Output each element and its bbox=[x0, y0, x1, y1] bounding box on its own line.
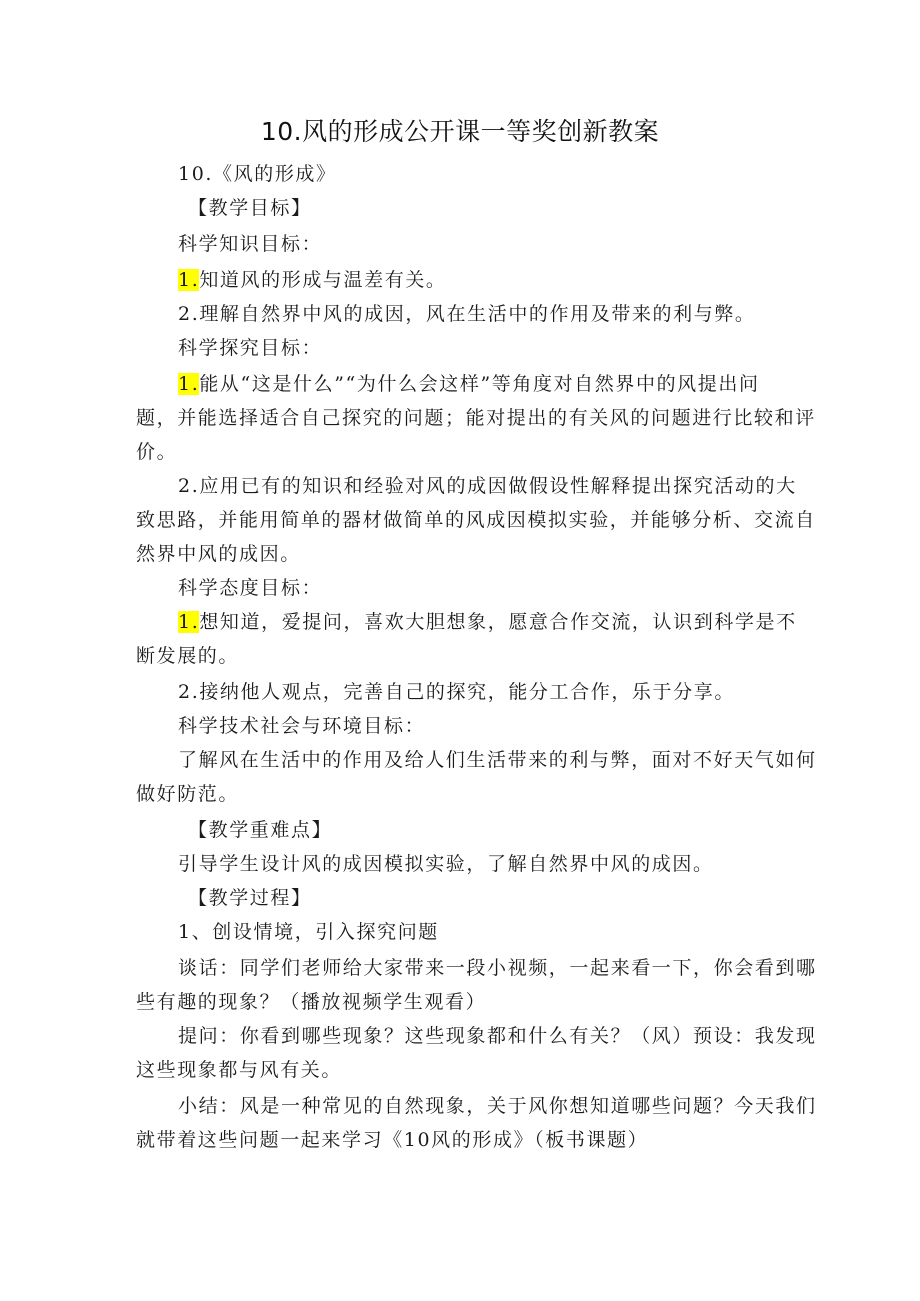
subheading-inquiry-goals: 科学探究目标： bbox=[178, 337, 323, 359]
process-step-1-heading: 1、创设情境，引入探究问题 bbox=[178, 921, 439, 943]
highlighted-number: 1. bbox=[178, 269, 200, 291]
question-line2: 这些现象都与风有关。 bbox=[136, 1059, 343, 1081]
knowledge-goal-1: 1.知道风的形成与温差有关。 bbox=[178, 269, 447, 291]
attitude-goal-2: 2.接纳他人观点，完善自己的探究，能分工合作，乐于分享。 bbox=[178, 681, 735, 703]
sts-goal-line2: 做好防范。 bbox=[136, 783, 240, 805]
subheading-sts-goals: 科学技术社会与环境目标： bbox=[178, 715, 426, 737]
document-title: 10.风的形成公开课一等奖创新教案 bbox=[260, 117, 660, 146]
lesson-heading: 10.《风的形成》 bbox=[178, 163, 337, 185]
sts-goal-line1: 了解风在生活中的作用及给人们生活带来的利与弊，面对不好天气如何 bbox=[178, 749, 817, 771]
talk-line2: 些有趣的现象？（播放视频学生观看） bbox=[136, 991, 487, 1013]
section-teaching-process: 【教学过程】 bbox=[188, 887, 312, 909]
summary-line2: 就带着这些问题一起来学习《10风的形成》（板书课题） bbox=[136, 1129, 649, 1151]
knowledge-goal-2: 2.理解自然界中风的成因，风在生活中的作用及带来的利与弊。 bbox=[178, 303, 756, 325]
inquiry-goal-1-line3: 价。 bbox=[136, 441, 178, 463]
key-difficulties-text: 引导学生设计风的成因模拟实验，了解自然界中风的成因。 bbox=[178, 853, 714, 875]
inquiry-goal-1-line1: 1.能从“这是什么”“为什么会这样”等角度对自然界中的风提出问 bbox=[178, 373, 760, 395]
attitude-goal-1-line1: 1.想知道，爱提问，喜欢大胆想象，愿意合作交流，认识到科学是不 bbox=[178, 611, 797, 633]
highlighted-number: 1. bbox=[178, 611, 200, 633]
section-key-difficulties: 【教学重难点】 bbox=[188, 819, 333, 841]
inquiry-goal-2-line1: 2.应用已有的知识和经验对风的成因做假设性解释提出探究活动的大 bbox=[178, 475, 797, 497]
subheading-knowledge-goals: 科学知识目标： bbox=[178, 233, 323, 255]
subheading-attitude-goals: 科学态度目标： bbox=[178, 577, 323, 599]
summary-line1: 小结：风是一种常见的自然现象，关于风你想知道哪些问题？今天我们 bbox=[178, 1095, 817, 1117]
inquiry-goal-2-line3: 然界中风的成因。 bbox=[136, 543, 301, 565]
attitude-goal-1-line2: 断发展的。 bbox=[136, 645, 240, 667]
highlighted-number: 1. bbox=[178, 373, 200, 395]
section-teaching-goals: 【教学目标】 bbox=[188, 197, 312, 219]
inquiry-goal-1-line2: 题，并能选择适合自己探究的问题；能对提出的有关风的问题进行比较和评 bbox=[136, 407, 816, 429]
question-line1: 提问：你看到哪些现象？这些现象都和什么有关？（风）预设：我发现 bbox=[178, 1025, 817, 1047]
inquiry-goal-2-line2: 致思路，并能用简单的器材做简单的风成因模拟实验，并能够分析、交流自 bbox=[136, 509, 816, 531]
talk-line1: 谈话：同学们老师给大家带来一段小视频，一起来看一下，你会看到哪 bbox=[178, 957, 817, 979]
